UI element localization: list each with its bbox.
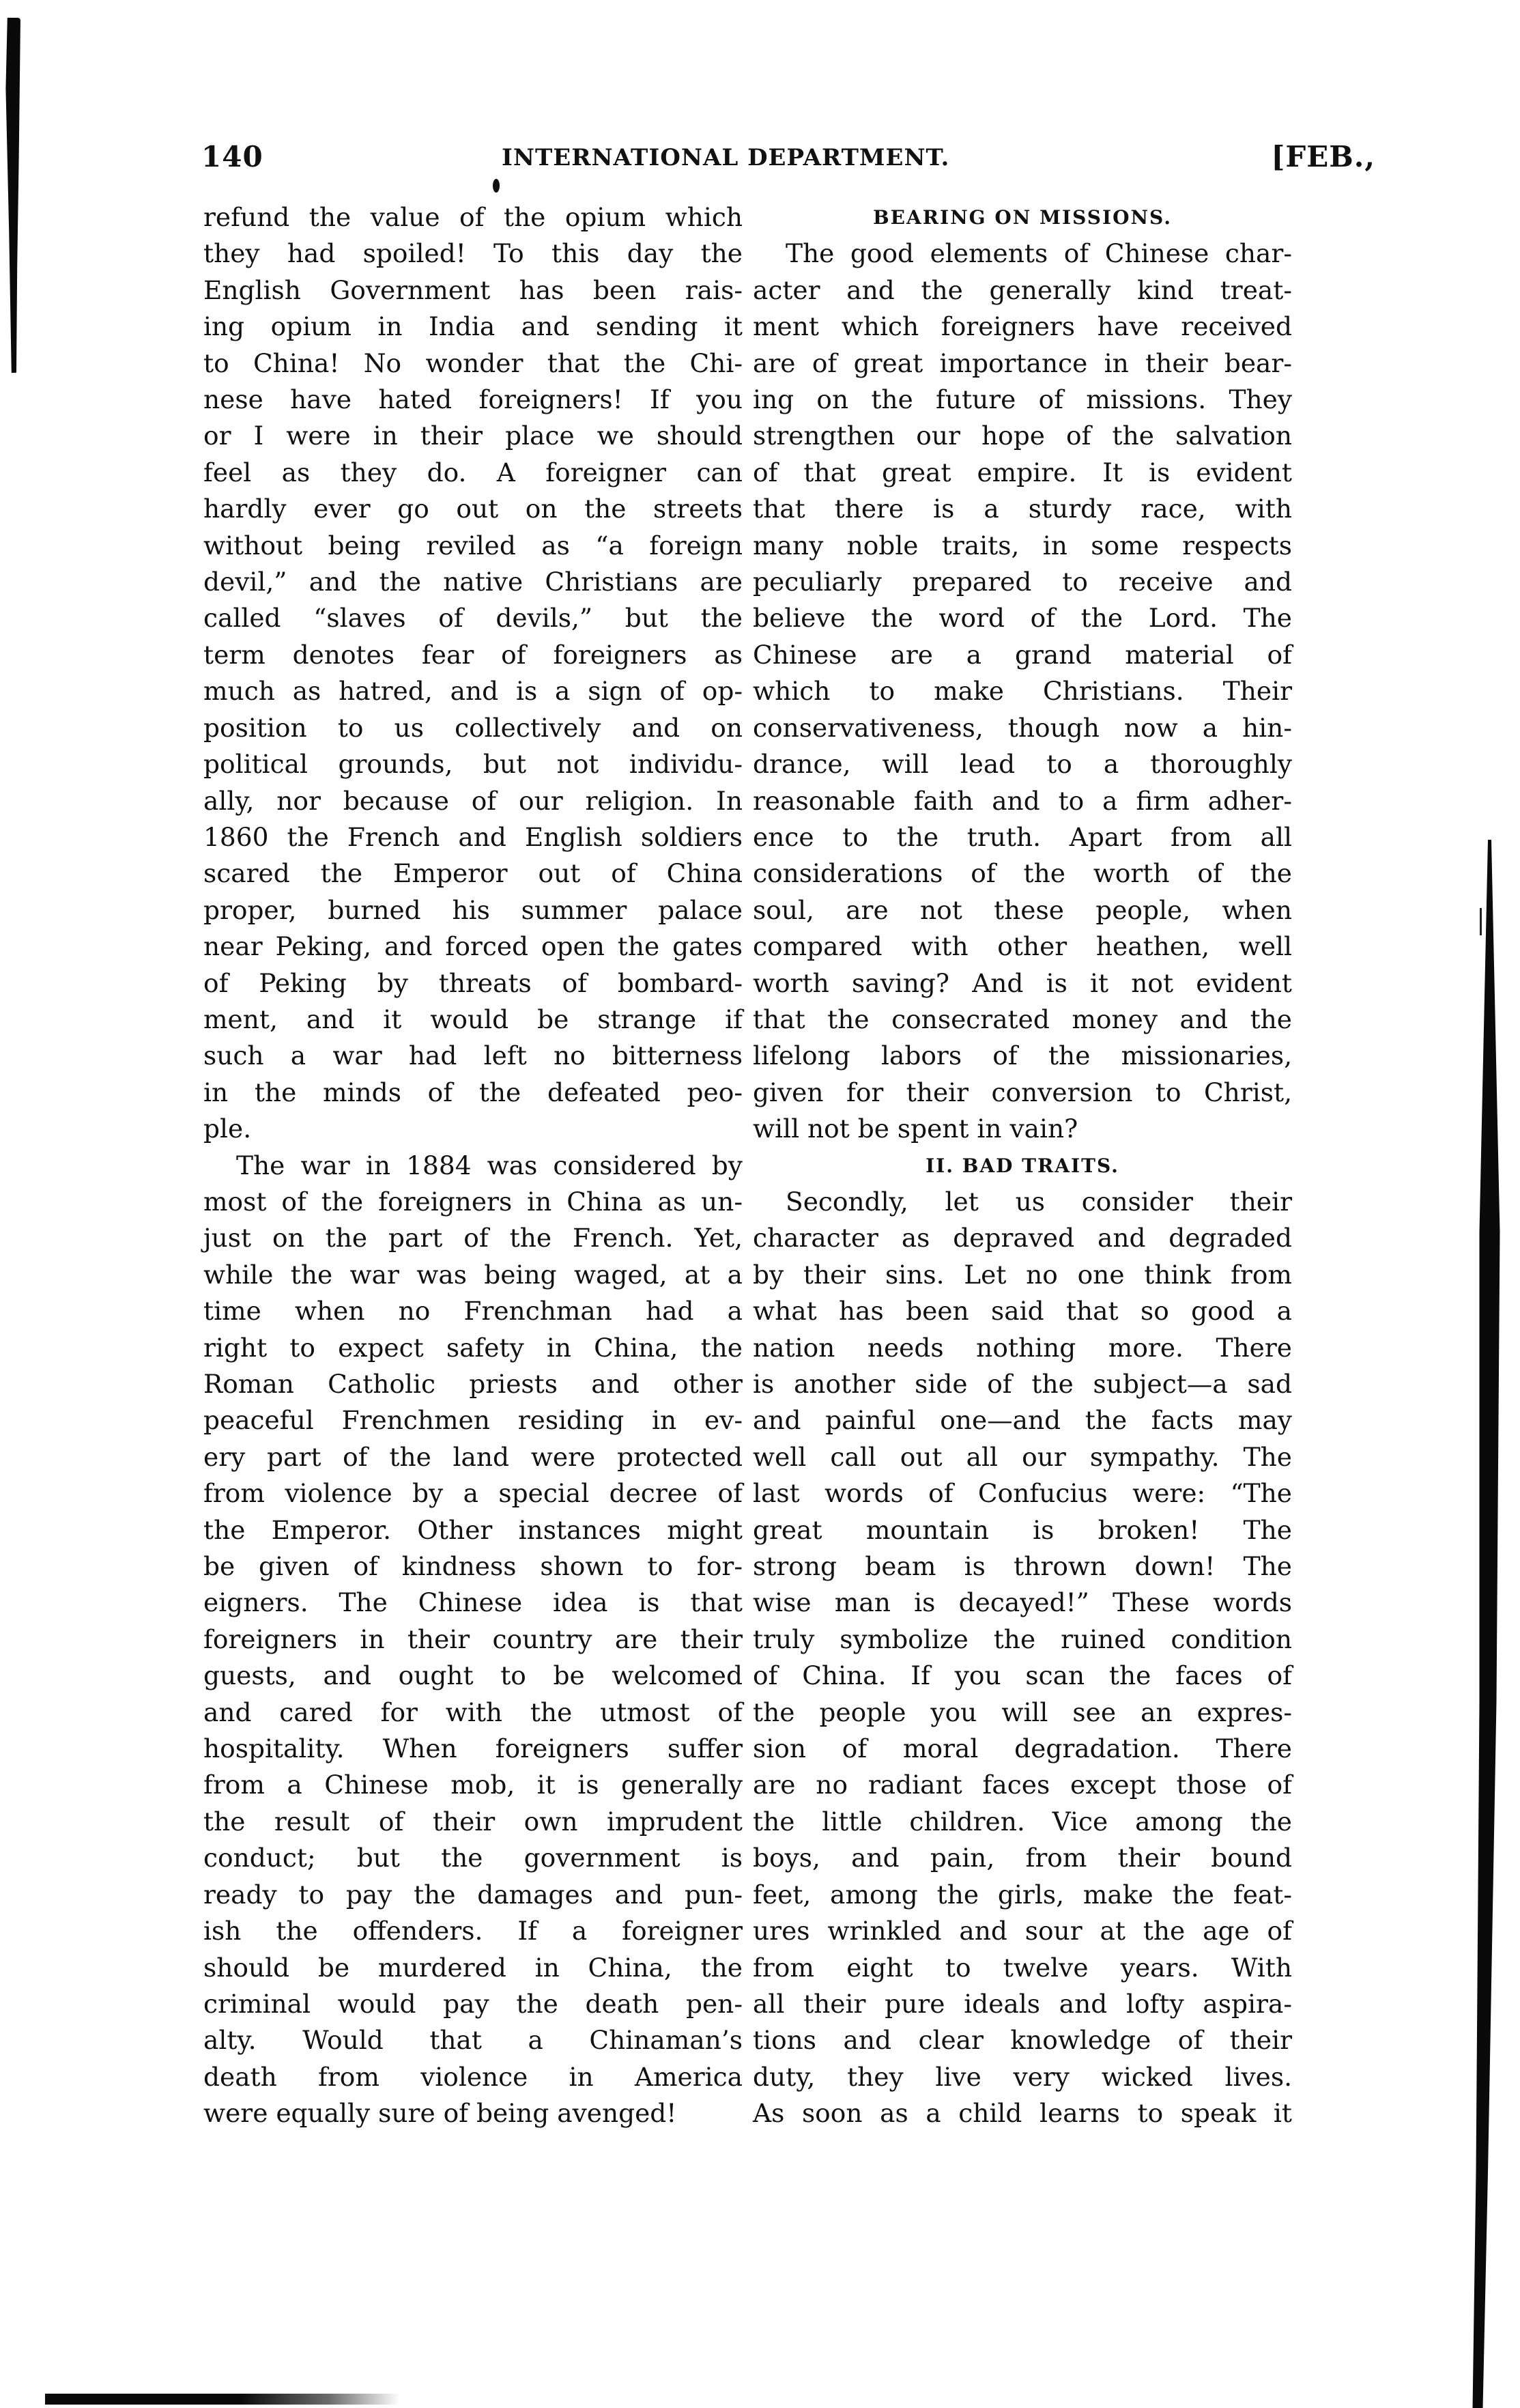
text-line: peaceful Frenchmen residing in ev-	[203, 1405, 743, 1436]
text-line: many noble traits, in some respects	[753, 530, 1292, 561]
issue-month: [FEB.,	[1271, 140, 1375, 173]
text-line: Roman Catholic priests and other	[203, 1369, 743, 1399]
text-line: tions and clear knowledge of their	[753, 2025, 1292, 2056]
text-line: reasonable faith and to a firm adher-	[753, 785, 1292, 816]
text-line: lifelong labors of the missionaries,	[753, 1040, 1292, 1071]
text-line: Chinese are a grand material of	[753, 639, 1292, 670]
text-line: all their pure ideals and lofty aspira-	[753, 1988, 1292, 2019]
text-line: ple.	[203, 1114, 252, 1144]
text-line: most of the foreigners in China as un-	[203, 1186, 743, 1217]
paragraph-bearing-on-missions	[753, 236, 1292, 1147]
text-line: wise man is decayed!” These words	[753, 1587, 1292, 1618]
text-line: of that great empire. It is evident	[753, 457, 1292, 487]
text-line: the little children. Vice among the	[753, 1806, 1292, 1837]
text-line: ment which foreigners have received	[753, 311, 1292, 342]
text-line: position to us collectively and on	[203, 712, 743, 743]
text-line: that the consecrated money and the	[753, 1004, 1292, 1034]
text-line: in the minds of the defeated peo-	[203, 1077, 743, 1107]
scan-shadow-left-edge	[4, 18, 20, 373]
running-header	[201, 140, 1375, 181]
text-line: conduct; but the government is	[203, 1843, 743, 1873]
text-line: criminal would pay the death pen-	[203, 1988, 743, 2019]
text-line: death from violence in America	[203, 2061, 743, 2092]
text-line: compared with other heathen, well	[753, 931, 1292, 962]
text-line: of China. If you scan the faces of	[753, 1660, 1292, 1691]
text-line: ence to the truth. Apart from all	[753, 821, 1292, 852]
text-line: The good elements of Chinese char-	[786, 238, 1292, 269]
text-line: of Peking by threats of bombard-	[203, 967, 743, 998]
text-line: acter and the generally kind treat-	[753, 274, 1292, 305]
text-line: great mountain is broken! The	[753, 1514, 1292, 1545]
text-line: and painful one—and the facts may	[753, 1405, 1292, 1436]
text-line: the people you will see an expres-	[753, 1697, 1292, 1727]
text-line: alty. Would that a Chinaman’s	[203, 2025, 743, 2056]
text-line: and cared for with the utmost of	[203, 1697, 743, 1727]
text-line: strong beam is thrown down! The	[753, 1551, 1292, 1582]
text-line: As soon as a child learns to speak it	[753, 2098, 1292, 2129]
text-line: The war in 1884 was considered by	[236, 1150, 743, 1180]
text-line: they had spoiled! To this day the	[203, 238, 743, 269]
subheading-bad-traits: II. BAD TRAITS.	[926, 1154, 1119, 1177]
text-line: much as hatred, and is a sign of op-	[203, 676, 743, 707]
text-line: character as depraved and degraded	[753, 1223, 1292, 1253]
text-line: should be murdered in China, the	[203, 1952, 743, 1983]
text-line: ally, nor because of our religion. In	[203, 785, 743, 816]
text-line: well call out all our sympathy. The	[753, 1441, 1292, 1472]
printer-dot-mark	[493, 179, 500, 193]
text-line: drance, will lead to a thoroughly	[753, 749, 1292, 780]
paragraph-opium	[203, 199, 743, 1148]
paragraph-bad-traits	[753, 1184, 1292, 2132]
text-line: the Emperor. Other instances might	[203, 1514, 743, 1545]
subheading-bearing-on-missions: BEARING ON MISSIONS.	[872, 206, 1173, 229]
text-line: feet, among the girls, make the feat-	[753, 1879, 1292, 1910]
text-line: from eight to twelve years. With	[753, 1952, 1292, 1983]
scan-shadow-right-edge	[1467, 840, 1502, 2408]
text-line: are no radiant faces except those of	[753, 1770, 1292, 1800]
text-line: foreigners in their country are their	[203, 1624, 743, 1654]
text-line: devil,” and the native Christians are	[203, 567, 743, 597]
text-line: nation needs nothing more. There	[753, 1332, 1292, 1363]
text-line: hospitality. When foreigners suffer	[203, 1733, 743, 1764]
text-line: the result of their own imprudent	[203, 1806, 743, 1837]
section-title: INTERNATIONAL DEPARTMENT.	[502, 144, 950, 171]
text-line: which to make Christians. Their	[753, 676, 1292, 707]
text-line: given for their conversion to Christ,	[753, 1077, 1292, 1107]
text-line: 1860 the French and English soldiers	[203, 821, 743, 852]
text-line: last words of Confucius were: “The	[753, 1478, 1292, 1509]
text-line: while the war was being waged, at a	[203, 1259, 743, 1290]
scan-artifact-mark	[1480, 908, 1482, 935]
text-line: near Peking, and forced open the gates	[203, 931, 743, 962]
text-line: believe the word of the Lord. The	[753, 603, 1292, 634]
text-line: worth saving? And is it not evident	[753, 967, 1292, 998]
text-line: term denotes fear of foreigners as	[203, 639, 743, 670]
text-line: proper, burned his summer palace	[203, 894, 743, 925]
text-line: eigners. The Chinese idea is that	[203, 1587, 743, 1618]
text-line: soul, are not these people, when	[753, 894, 1292, 925]
text-line: guests, and ought to be welcomed	[203, 1660, 743, 1691]
text-line: or I were in their place we should	[203, 421, 743, 451]
left-column	[203, 199, 743, 2132]
text-line: to China! No wonder that the Chi-	[203, 348, 743, 378]
text-line: be given of kindness shown to for-	[203, 1551, 743, 1582]
text-line: that there is a sturdy race, with	[753, 494, 1292, 524]
text-line: feel as they do. A foreigner can	[203, 457, 743, 487]
text-line: nese have hated foreigners! If you	[203, 384, 743, 415]
text-line: called “slaves of devils,” but the	[203, 603, 743, 634]
text-line: without being reviled as “a foreign	[203, 530, 743, 561]
text-line: peculiarly prepared to receive and	[753, 567, 1292, 597]
text-line: ready to pay the damages and pun-	[203, 1879, 743, 1910]
text-line: from a Chinese mob, it is generally	[203, 1770, 743, 1800]
text-line: conservativeness, though now a hin-	[753, 712, 1292, 743]
text-line: duty, they live very wicked lives.	[753, 2061, 1292, 2092]
text-line: from violence by a special decree of	[203, 1478, 743, 1509]
text-line: were equally sure of being avenged!	[203, 2098, 677, 2129]
text-line: ment, and it would be strange if	[203, 1004, 743, 1034]
text-line: right to expect safety in China, the	[203, 1332, 743, 1363]
text-line: by their sins. Let no one think from	[753, 1259, 1292, 1290]
scan-shadow-bottom-edge	[45, 2394, 400, 2405]
text-line: English Government has been rais-	[203, 274, 743, 305]
text-line: is another side of the subject—a sad	[753, 1369, 1292, 1399]
text-line: truly symbolize the ruined condition	[753, 1624, 1292, 1654]
text-line: hardly ever go out on the streets	[203, 494, 743, 524]
text-line: scared the Emperor out of China	[203, 858, 743, 889]
text-line: such a war had left no bitterness	[203, 1040, 743, 1071]
text-line: just on the part of the French. Yet,	[203, 1223, 743, 1253]
right-column	[753, 199, 1292, 2132]
text-line: refund the value of the opium which	[203, 202, 743, 232]
text-line: sion of moral degradation. There	[753, 1733, 1292, 1764]
text-line: boys, and pain, from their bound	[753, 1843, 1292, 1873]
text-line: considerations of the worth of the	[753, 858, 1292, 889]
text-line: ing opium in India and sending it	[203, 311, 743, 342]
text-line: ish the offenders. If a foreigner	[203, 1916, 743, 1946]
text-line: strengthen our hope of the salvation	[753, 421, 1292, 451]
text-line: ery part of the land were protected	[203, 1441, 743, 1472]
paragraph-war-1884	[203, 1148, 743, 2132]
text-line: are of great importance in their bear-	[753, 348, 1292, 378]
text-line: ures wrinkled and sour at the age of	[753, 1916, 1292, 1946]
text-line: what has been said that so good a	[753, 1296, 1292, 1327]
text-line: will not be spent in vain?	[753, 1114, 1078, 1144]
page-number: 140	[201, 140, 263, 173]
text-line: ing on the future of missions. They	[753, 384, 1292, 415]
text-line: political grounds, but not individu-	[203, 749, 743, 780]
text-line: Secondly, let us consider their	[786, 1186, 1292, 1217]
text-line: time when no Frenchman had a	[203, 1296, 743, 1327]
